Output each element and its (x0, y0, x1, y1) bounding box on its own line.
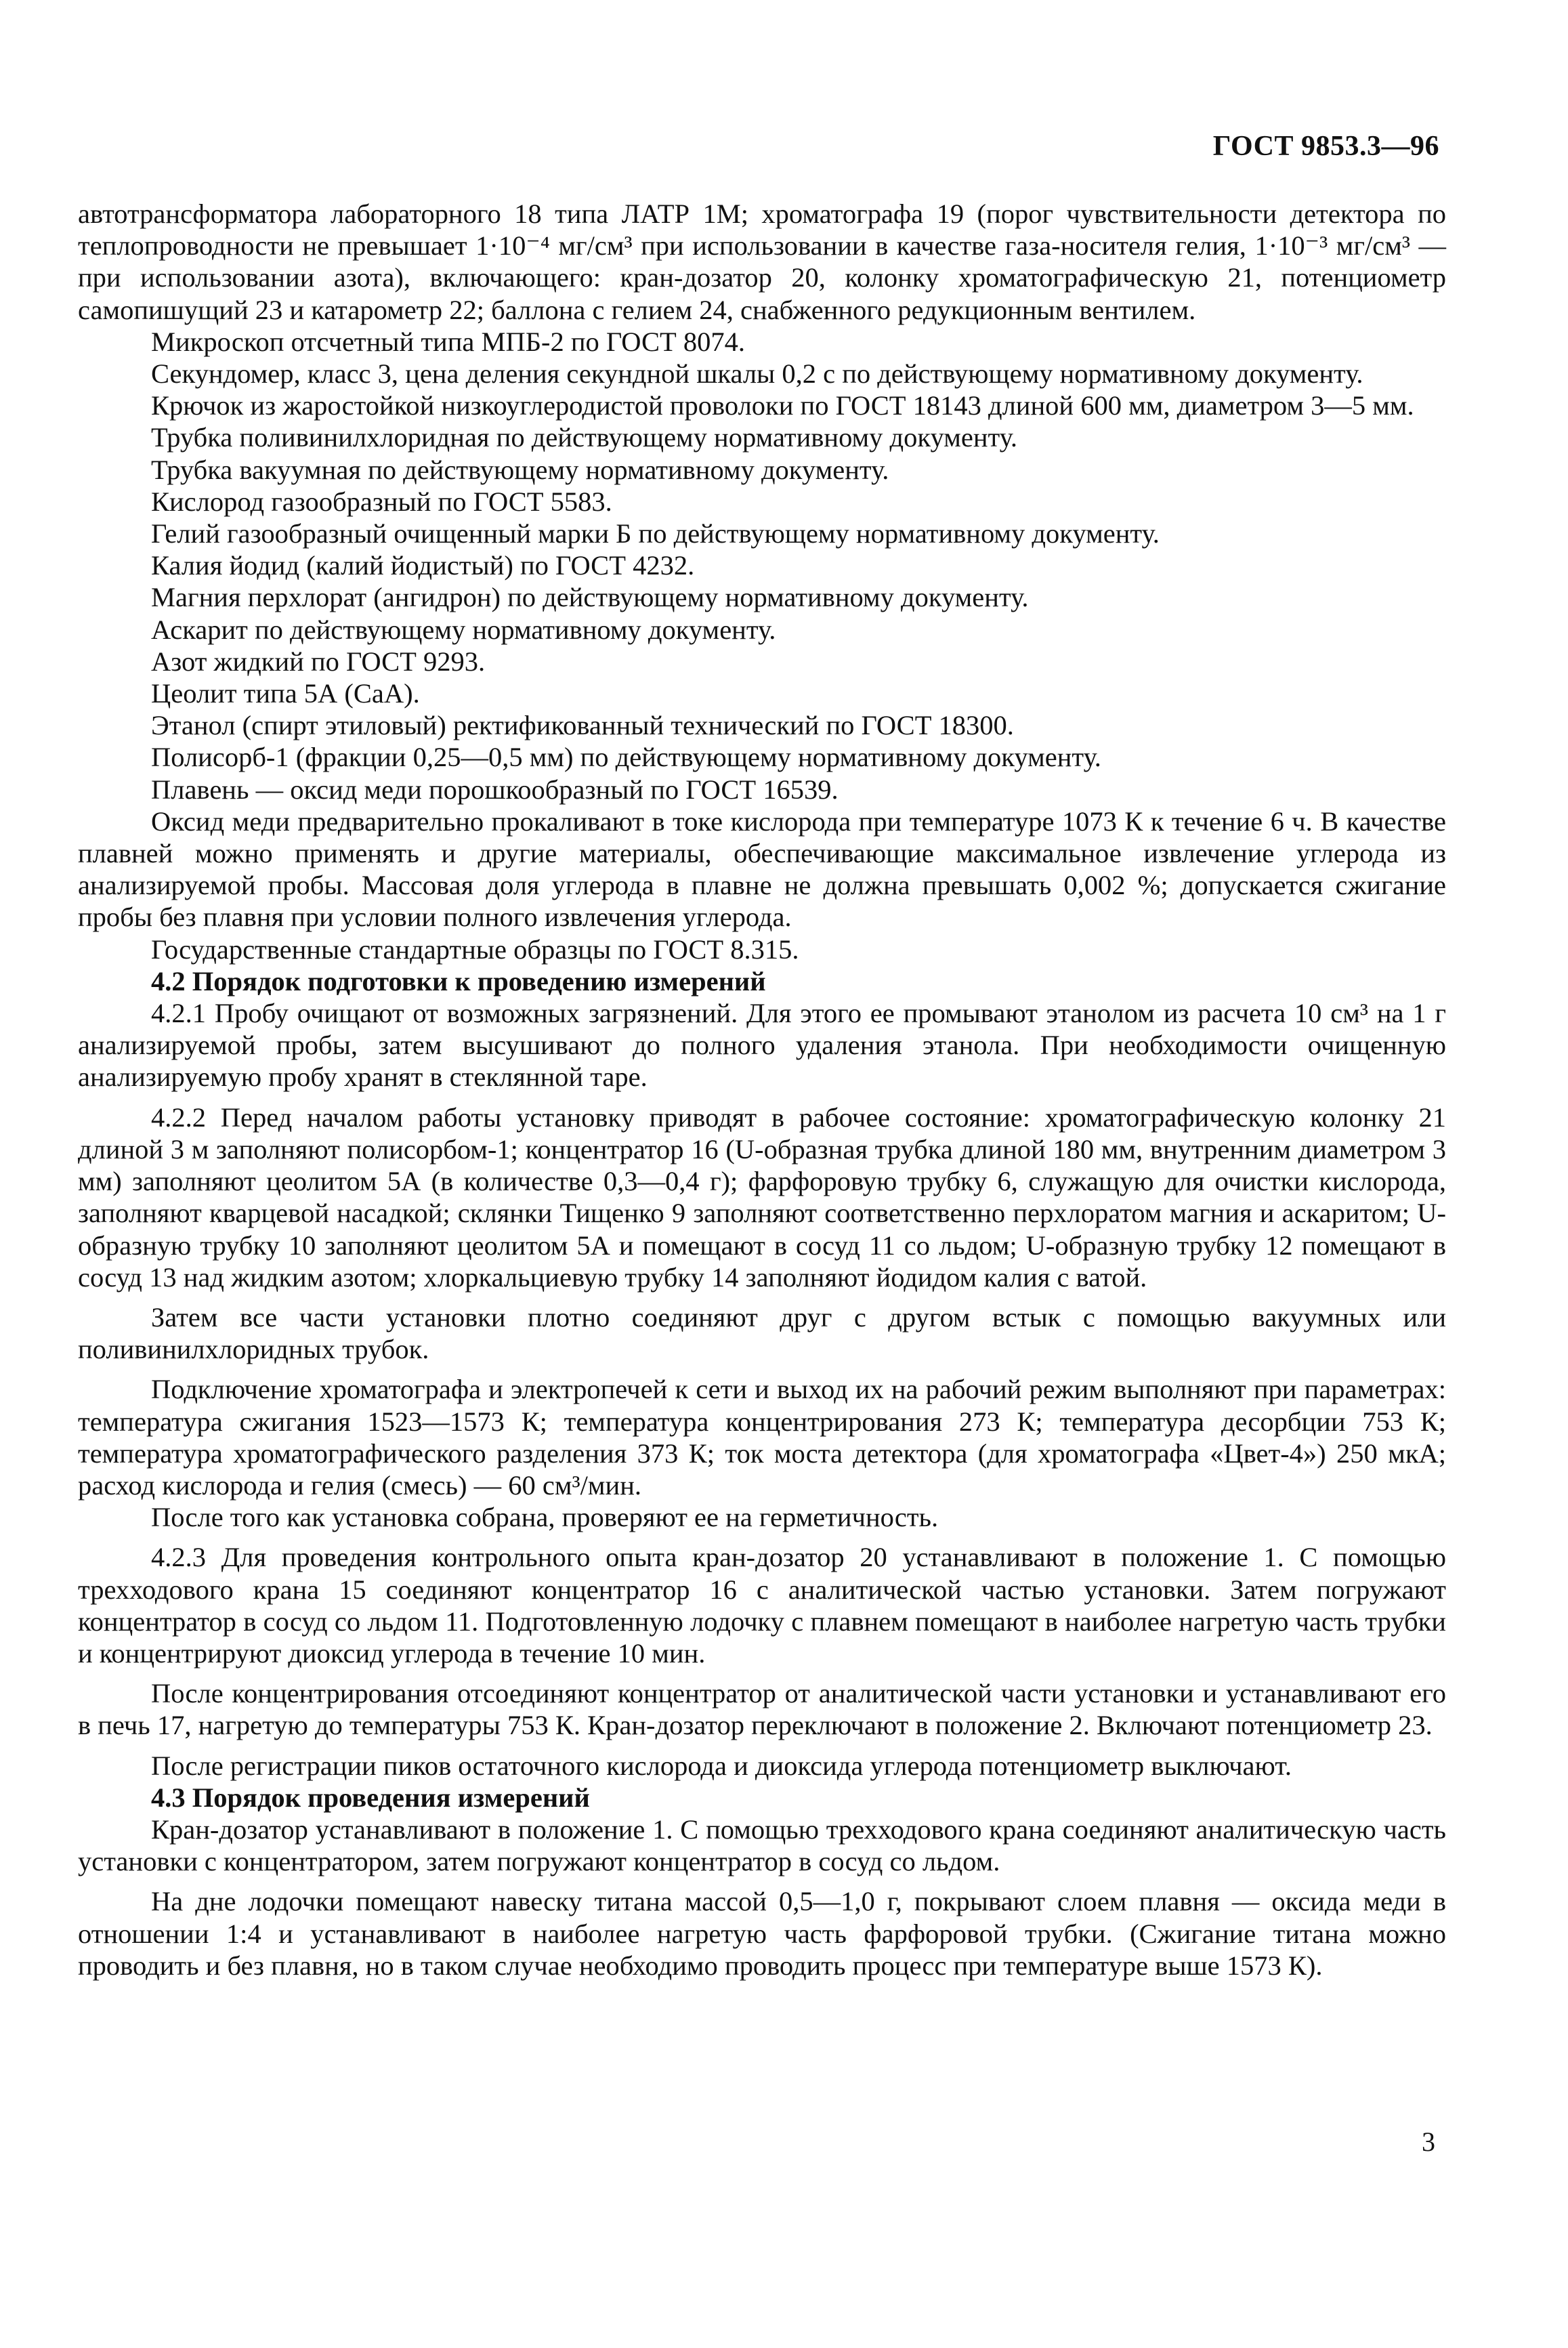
paragraph: После регистрации пиков остаточного кислорода и диоксида углерода потенциометр выключают. (151, 1750, 1292, 1781)
paragraph: Крючок из жаростойкой низкоуглеродистой проволоки по ГОСТ 18143 длиной 600 мм, диаметром 3—5 мм. (151, 390, 1414, 421)
body-text (78, 198, 1446, 1982)
paragraph: Кислород газообразный по ГОСТ 5583. (151, 486, 612, 517)
paragraph: Затем все части установки плотно соединяют друг с другом встык с помощью вакуумных или поливинилхлоридных трубок. (78, 1301, 1446, 1365)
paragraph: Аскарит по действующему нормативному документу. (151, 614, 776, 645)
paragraph: Государственные стандартные образцы по ГОСТ 8.315. (151, 934, 799, 965)
paragraph: 4.2.3 Для проведения контрольного опыта кран-дозатор 20 устанавливают в положение 1. С помощью трехходового крана 15 соединяют концентратор 16 с аналитической частью установки. Затем погружают концентратор в сосуд со льдом 11. Подготовленную лодочку с плавнем помещают в наиболее нагретую часть трубки и концентрируют диоксид углерода в течение 10 мин. (78, 1542, 1446, 1669)
paragraph: Трубка вакуумная по действующему нормативному документу. (151, 454, 889, 485)
paragraph: Полисорб-1 (фракции 0,25—0,5 мм) по действующему нормативному документу. (151, 742, 1101, 773)
paragraph: После того как установка собрана, проверяют ее на герметичность. (151, 1502, 939, 1533)
section-heading-4-2: 4.2 Порядок подготовки к проведению измерений (151, 965, 766, 997)
paragraph: 4.2.1 Пробу очищают от возможных загрязнений. Для этого ее промывают этанолом из расчета 10 см³ на 1 г анализируемой пробы, затем высушивают до полного удаления этанола. При необходимости очищенную анализируемую пробу хранят в стеклянной таре. (78, 998, 1446, 1093)
paragraph: 4.2.2 Перед началом работы установку приводят в рабочее состояние: хроматографическую колонку 21 длиной 3 м заполняют полисорбом-1; концентратор 16 (U-образная трубка длиной 180 мм, внутренним диаметром 3 мм) заполняют цеолитом 5А (в количестве 0,3—0,4 г); фарфоровую трубку 6, служащую для очистки кислорода, заполняют кварцевой насадкой; склянки Тищенко 9 заполняют соответственно перхлоратом магния и аскаритом; U-образную трубку 10 заполняют цеолитом 5А и помещают в сосуд 11 со льдом; U-образную трубку 12 помещают в сосуд 13 над жидким азотом; хлоркальциевую трубку 14 заполняют йодидом калия с ватой. (78, 1102, 1446, 1293)
paragraph: Этанол (спирт этиловый) ректификованный технический по ГОСТ 18300. (151, 710, 1014, 741)
paragraph: Микроскоп отсчетный типа МПБ-2 по ГОСТ 8074. (151, 326, 746, 357)
paragraph: Калия йодид (калий йодистый) по ГОСТ 4232. (151, 550, 695, 581)
page-number: 3 (1422, 2126, 1435, 2157)
paragraph: Кран-дозатор устанавливают в положение 1. С помощью трехходового крана соединяют аналитическую часть установки с концентратором, затем погружают концентратор в сосуд со льдом. (78, 1814, 1446, 1877)
paragraph-continuation: автотрансформатора лабораторного 18 типа ЛАТР 1М; хроматографа 19 (порог чувствительности детектора по теплопроводности не превышает 1·10⁻⁴ мг/см³ при использовании в качестве газа-носителя гелия, 1·10⁻³ мг/см³ — при использовании азота), включающего: кран-дозатор 20, колонку хроматографическую 21, потенциометр самопишущий 23 и катарометр 22; баллона с гелием 24, снабженного редукционным вентилем. (78, 198, 1446, 325)
paragraph: На дне лодочки помещают навеску титана массой 0,5—1,0 г, покрывают слоем плавня — оксида меди в отношении 1:4 и устанавливают в наиболее нагретую часть фарфоровой трубки. (Сжигание титана можно проводить и без плавня, но в таком случае необходимо проводить процесс при температуре выше 1573 К). (78, 1886, 1446, 1981)
section-heading-4-3: 4.3 Порядок проведения измерений (151, 1782, 590, 1813)
paragraph: Азот жидкий по ГОСТ 9293. (151, 646, 486, 677)
paragraph: После концентрирования отсоединяют концентратор от аналитической части установки и устанавливают его в печь 17, нагретую до температуры 753 К. Кран-дозатор переключают в положение 2. Включают потенциометр 23. (78, 1678, 1446, 1741)
paragraph: Магния перхлорат (ангидрон) по действующему нормативному документу. (151, 582, 1029, 613)
paragraph: Плавень — оксид меди порошкообразный по ГОСТ 16539. (151, 774, 839, 805)
paragraph: Подключение хроматографа и электропечей к сети и выход их на рабочий режим выполняют при параметрах: температура сжигания 1523—1573 К; температура концентрирования 273 К; температура десорбции 753 К; температура хроматографического разделения 373 К; ток моста детектора (для хроматографа «Цвет-4») 250 мкА; расход кислорода и гелия (смесь) — 60 см³/мин. (78, 1374, 1446, 1501)
doc-code-header: ГОСТ 9853.3—96 (1212, 131, 1439, 162)
paragraph: Секундомер, класс 3, цена деления секундной шкалы 0,2 с по действующему нормативному документу. (151, 358, 1363, 390)
paragraph: Цеолит типа 5А (СаА). (151, 678, 420, 709)
paragraph: Гелий газообразный очищенный марки Б по действующему нормативному документу. (151, 518, 1160, 549)
paragraph: Оксид меди предварительно прокаливают в токе кислорода при температуре 1073 К к течение 6 ч. В качестве плавней можно применять и другие материалы, обеспечивающие максимальное извлечение углерода из анализируемой пробы. Массовая доля углерода в плавне не должна превышать 0,002 %; допускается сжигание пробы без плавня при условии полного извлечения углерода. (78, 805, 1446, 933)
paragraph: Трубка поливинилхлоридная по действующему нормативному документу. (151, 422, 1017, 453)
